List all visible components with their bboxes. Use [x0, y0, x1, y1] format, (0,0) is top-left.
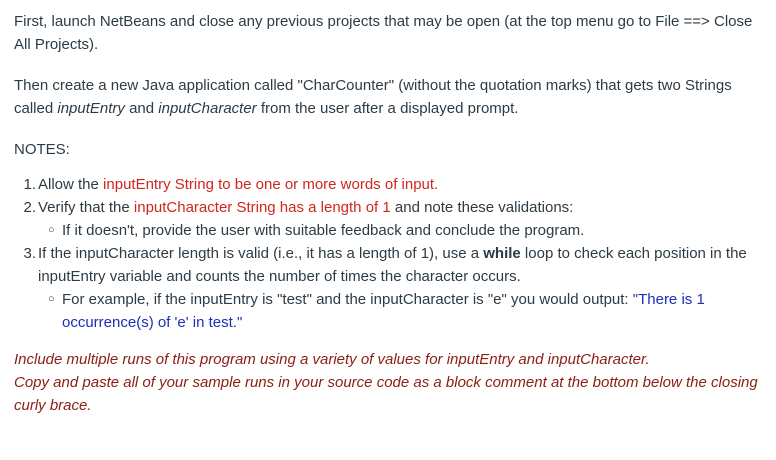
create-text-1: Then create a new Java application called "CharCounter" (without the quotation marks) that gets two Strings called	[14, 77, 732, 117]
example-output: "There is 1 occurrence(s) of 'e' in test."	[62, 291, 705, 331]
closing-instructions	[14, 348, 762, 417]
list-number: 1.	[23, 176, 36, 193]
keyword-while: while	[483, 245, 521, 262]
list-item	[23, 173, 762, 196]
sub-list	[38, 219, 762, 242]
create-text-2: and	[124, 100, 159, 117]
list-item	[23, 196, 762, 242]
step-text: Verify that the	[38, 199, 134, 216]
var-input-character: inputCharacter	[158, 100, 257, 117]
notes-heading: NOTES:	[14, 141, 70, 158]
closing-line-1: Include multiple runs of this program using a variety of values for inputEntry and inputCharacter.	[14, 351, 650, 368]
notes-list	[14, 173, 762, 334]
bullet-icon: ○	[48, 224, 55, 236]
sub-list	[38, 288, 762, 334]
create-text-3: from the user after a displayed prompt.	[256, 100, 519, 117]
sub-list-item	[48, 219, 762, 242]
step-highlight: inputCharacter String has a length of 1	[133, 199, 391, 216]
step-text-tail: loop to check each position in the inputEntry variable and counts the number of times the character occurs.	[38, 245, 747, 285]
list-item	[23, 242, 762, 334]
step-text: If the inputCharacter length is valid (i.e., it has a length of 1), use a	[38, 245, 484, 262]
step-highlight: inputEntry String to be one or more words of input.	[103, 176, 439, 193]
var-input-entry: inputEntry	[57, 100, 125, 117]
list-number: 3.	[23, 245, 36, 262]
closing-line-2: Copy and paste all of your sample runs in your source code as a block comment at the bottom below the closing curly brace.	[14, 374, 758, 414]
sub-item-text: For example, if the inputEntry is "test" and the inputCharacter is "e" you would output:	[62, 291, 633, 308]
list-number: 2.	[23, 199, 36, 216]
step-text: Allow the	[38, 176, 104, 193]
create-paragraph	[14, 74, 762, 120]
sub-list-item	[48, 288, 762, 334]
intro-paragraph: First, launch NetBeans and close any previous projects that may be open (at the top menu go to File ==> Close All Projects).	[14, 13, 753, 53]
step-text-tail: and note these validations:	[390, 199, 574, 216]
bullet-icon: ○	[48, 293, 55, 305]
sub-item-text: If it doesn't, provide the user with suitable feedback and conclude the program.	[62, 222, 585, 239]
